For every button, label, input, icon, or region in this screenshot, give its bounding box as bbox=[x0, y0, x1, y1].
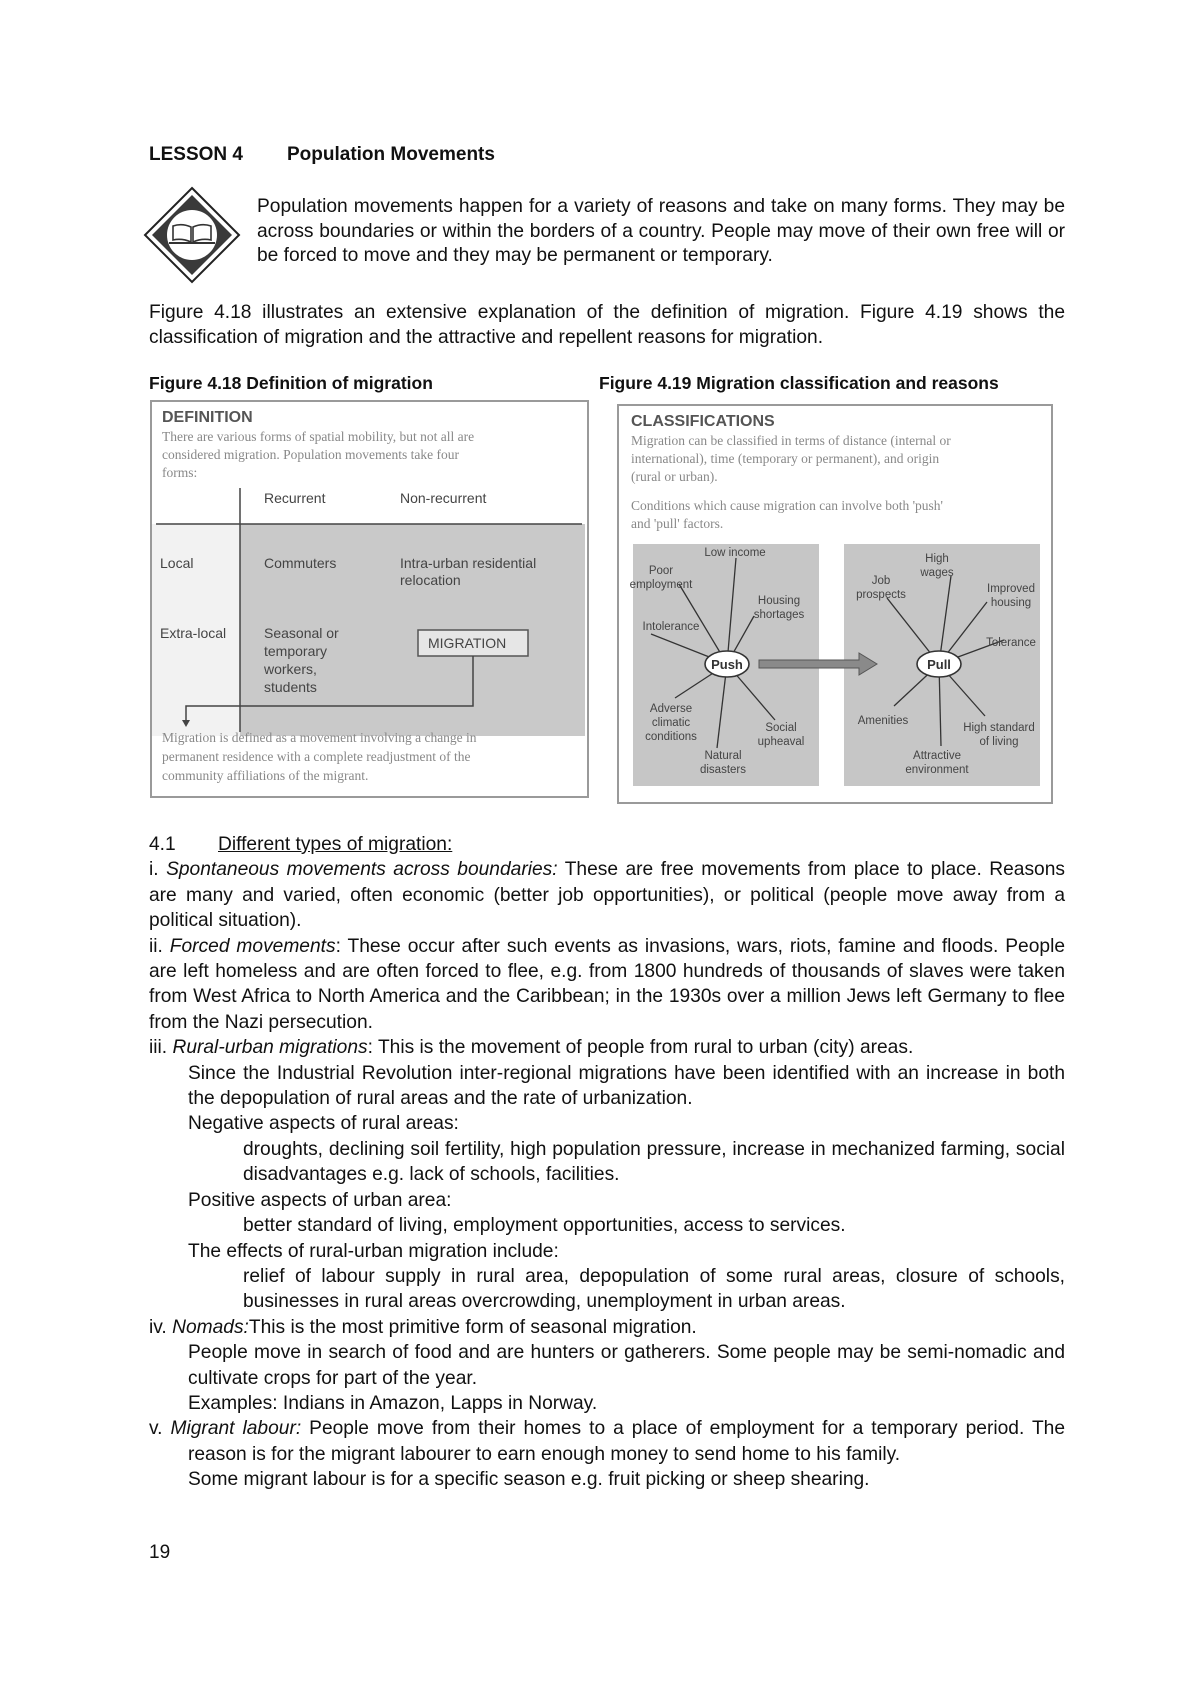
pull-high-standard: High standard bbox=[963, 722, 1035, 734]
list-marker: i. bbox=[149, 859, 159, 881]
pull-improved-housing: Improved bbox=[987, 583, 1035, 595]
push-housing-shortages: shortages bbox=[753, 609, 805, 621]
cell-intra-urban: relocation bbox=[400, 572, 461, 588]
push-natural-disasters: disasters bbox=[699, 764, 747, 776]
push-housing-shortages: Housing bbox=[757, 595, 801, 607]
list-text: : This is the movement of people from rural to urban (city) areas. bbox=[367, 1037, 914, 1059]
lesson-number: LESSON 4 bbox=[149, 144, 243, 165]
definition-desc-line: forms: bbox=[162, 465, 198, 480]
classification-desc-line: Conditions which cause migration can involve both 'push' bbox=[631, 498, 943, 513]
positive-aspects-label: Positive aspects of urban area: bbox=[188, 1189, 452, 1211]
figure-419-classification bbox=[617, 404, 1053, 804]
push-poor-employment: Poor bbox=[648, 565, 674, 577]
list-item bbox=[149, 934, 1065, 1036]
list-text: This is the most primitive form of seasonal migration. bbox=[248, 1316, 697, 1338]
push-intolerance: Intolerance bbox=[642, 621, 700, 633]
push-adverse-climatic: Adverse bbox=[649, 703, 693, 715]
page-number: 19 bbox=[149, 1542, 171, 1563]
list-marker: iii. bbox=[149, 1037, 168, 1059]
push-poor-employment: employment bbox=[629, 579, 693, 591]
figure-419-caption: Figure 4.19 Migration classification and reasons bbox=[599, 373, 999, 393]
figures-intro-paragraph: Figure 4.18 illustrates an extensive explanation of the definition of migration. Figure 4.19 shows the classification of migration and the attractive and repellent reasons for migration. bbox=[149, 302, 1065, 348]
figure-418-definition bbox=[150, 400, 589, 798]
push-social-upheaval: upheaval bbox=[757, 736, 805, 748]
cell-commuters: Commuters bbox=[264, 555, 337, 571]
column-non-recurrent: Non-recurrent bbox=[400, 490, 487, 506]
cell-seasonal: workers, bbox=[264, 661, 317, 677]
push-low-income: Low income bbox=[704, 547, 766, 559]
cell-seasonal: Seasonal or bbox=[264, 625, 339, 641]
nomads-paragraph: People move in search of food and are hunters or gatherers. Some people may be semi-nomadic and cultivate crops for part of the year. bbox=[188, 1342, 1065, 1389]
pull-attractive-environment: environment bbox=[905, 764, 969, 776]
push-adverse-climatic: conditions bbox=[645, 731, 697, 743]
section-number: 4.1 bbox=[149, 834, 176, 855]
list-item bbox=[149, 1035, 1065, 1060]
push-adverse-climatic: climatic bbox=[651, 717, 691, 729]
push-natural-disasters: Natural bbox=[704, 750, 742, 762]
pull-high-wages: High bbox=[925, 553, 949, 565]
list-text: : These occur after such events as invasions, wars, riots, famine and floods. People are left homeless and are often forced to flee, e.g. from 1800 hundreds of thousands of slaves were taken from West Africa to North America and the Caribbean; in the 1930s over a million Jews left Germany to flee from the Nazi persecution. bbox=[149, 935, 1066, 1033]
book-diamond-icon bbox=[143, 186, 241, 284]
definition-footer-line: Migration is defined as a movement involving a change in bbox=[162, 730, 477, 745]
list-item bbox=[149, 1416, 1065, 1467]
definition-desc-line: There are various forms of spatial mobility, but not all are bbox=[162, 429, 475, 444]
list-text: People move from their homes to a place of employment for a temporary period. The reason is for the migrant labourer to earn enough money to send home to his family. bbox=[188, 1418, 1066, 1465]
effects-text: relief of labour supply in rural area, depopulation of some rural areas, closure of schools, businesses in rural areas overcrowding, unemployment in urban areas. bbox=[243, 1265, 1065, 1313]
list-term: Migrant labour: bbox=[170, 1418, 302, 1440]
list-item bbox=[149, 857, 1065, 933]
definition-desc-line: considered migration. Population movements take four bbox=[162, 447, 459, 462]
effects-label: The effects of rural-urban migration include: bbox=[188, 1240, 559, 1262]
pull-job-prospects: prospects bbox=[856, 589, 906, 601]
push-label: Push bbox=[711, 657, 743, 672]
list-marker: iv. bbox=[149, 1316, 167, 1338]
pull-label: Pull bbox=[927, 657, 951, 672]
list-text: These are free movements from place to place. Reasons are many and varied, often economic (better job opportunities), or political (people move away from a political situation). bbox=[149, 859, 1065, 932]
row-extra-local: Extra-local bbox=[160, 625, 227, 641]
cell-seasonal: students bbox=[264, 679, 317, 695]
list-marker: ii. bbox=[149, 935, 163, 957]
classification-desc-line: Migration can be classified in terms of distance (internal or bbox=[631, 433, 951, 448]
pull-job-prospects: Job bbox=[871, 575, 891, 587]
list-term: Nomads: bbox=[172, 1316, 249, 1338]
positive-aspects-text: better standard of living, employment opportunities, access to services. bbox=[243, 1215, 846, 1237]
migrant-paragraph: Some migrant labour is for a specific season e.g. fruit picking or sheep shearing. bbox=[188, 1469, 870, 1491]
definition-footer-line: community affiliations of the migrant. bbox=[162, 768, 369, 783]
column-recurrent: Recurrent bbox=[264, 490, 326, 506]
pull-high-wages: wages bbox=[920, 567, 954, 579]
lesson-heading bbox=[149, 144, 495, 166]
classification-desc-line: and 'pull' factors. bbox=[631, 516, 724, 531]
section-body bbox=[149, 832, 1065, 1493]
negative-aspects-text: droughts, declining soil fertility, high population pressure, increase in mechanized farming, social disadvantages e.g. lack of schools, facilities. bbox=[243, 1138, 1065, 1186]
definition-footer-line: permanent residence with a complete readjustment of the bbox=[162, 749, 471, 764]
figure-418-caption: Figure 4.18 Definition of migration bbox=[149, 373, 433, 393]
pull-high-standard: of living bbox=[979, 736, 1019, 748]
section-heading bbox=[149, 832, 1065, 857]
list-marker: v. bbox=[149, 1418, 163, 1440]
row-local: Local bbox=[160, 555, 194, 571]
pull-improved-housing: housing bbox=[990, 597, 1032, 609]
lesson-title: Population Movements bbox=[286, 144, 495, 165]
list-term: Spontaneous movements across boundaries: bbox=[166, 859, 558, 881]
rural-paragraph: Since the Industrial Revolution inter-regional migrations have been identified with an increase in both the depopulation of rural areas and the rate of urbanization. bbox=[188, 1062, 1065, 1110]
section-title: Different types of migration: bbox=[218, 834, 453, 855]
classification-desc-line: (rural or urban). bbox=[631, 469, 718, 484]
classification-desc-line: international), time (temporary or permanent), and origin bbox=[631, 451, 940, 466]
migration-box-label: MIGRATION bbox=[428, 635, 507, 651]
list-item bbox=[149, 1315, 1065, 1340]
pull-amenities: Amenities bbox=[857, 715, 909, 727]
classifications-heading: CLASSIFICATIONS bbox=[631, 413, 775, 430]
nomads-examples: Examples: Indians in Amazon, Lapps in Norway. bbox=[188, 1392, 598, 1414]
pull-attractive-environment: Attractive bbox=[913, 750, 961, 762]
list-term: Forced movements bbox=[169, 935, 336, 957]
cell-seasonal: temporary bbox=[264, 643, 328, 659]
intro-paragraph: Population movements happen for a variety of reasons and take on many forms. They may be across boundaries or within the borders of a country. People may move of their own free will or be forced to move and they may be permanent or temporary. bbox=[257, 196, 1065, 266]
definition-heading: DEFINITION bbox=[162, 409, 253, 426]
pull-tolerance: Tolerance bbox=[986, 637, 1036, 649]
negative-aspects-label: Negative aspects of rural areas: bbox=[188, 1113, 459, 1135]
list-term: Rural-urban migrations bbox=[172, 1037, 368, 1059]
cell-intra-urban: Intra-urban residential bbox=[400, 555, 537, 571]
push-social-upheaval: Social bbox=[765, 722, 797, 734]
